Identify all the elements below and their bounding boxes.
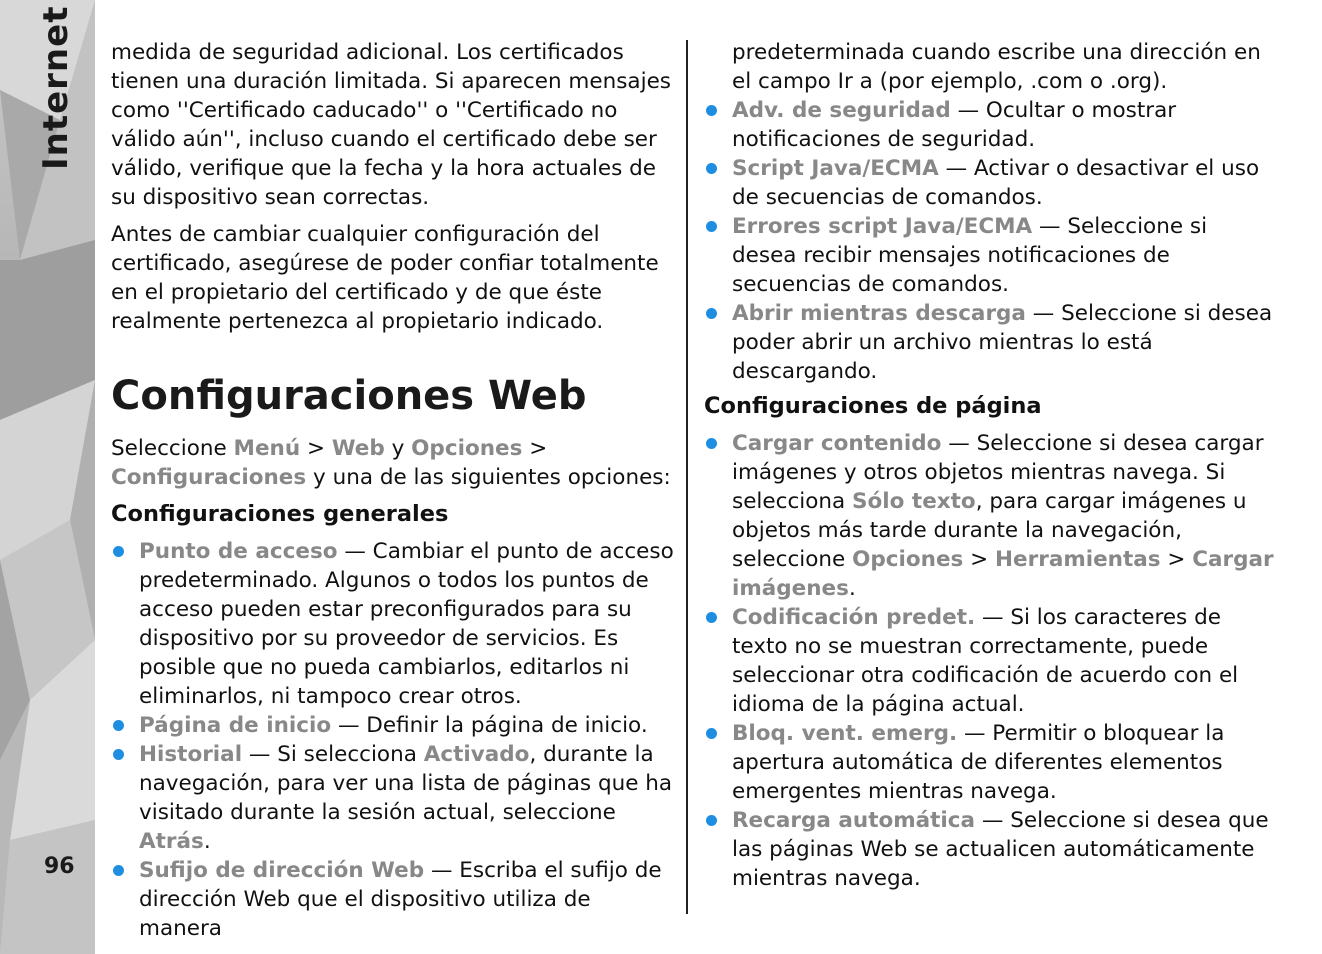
list-item-continued: predeterminada cuando escribe una dirección en el campo Ir a (por ejemplo, .com o .org).	[732, 40, 1261, 94]
list-item: Cargar contenido — Seleccione si desea cargar imágenes y otros objetos mientras navega. Si selecciona Sólo texto, para cargar imágenes u objetos más tarde durante la navegación, seleccione Opciones > Herramientas > Cargar imágenes.	[704, 429, 1274, 603]
menu-keyword: Configuraciones	[111, 465, 307, 490]
menu-keyword: Menú	[233, 436, 301, 461]
subheading: Configuraciones generales	[111, 501, 449, 527]
list-item: Historial — Si selecciona Activado, durante la navegación, para ver una lista de páginas que ha visitado durante la sesión actual, seleccione Atrás.	[111, 740, 677, 856]
option-list	[704, 429, 1274, 893]
list-item: Codificación predet. — Si los caracteres de texto no se muestran correctamente, puede seleccionar otra codificación de acuerdo con el idioma de la página actual.	[704, 603, 1274, 719]
bullet-icon	[113, 749, 124, 760]
option-list	[111, 537, 677, 943]
list-item: Errores script Java/ECMA — Seleccione si desea recibir mensajes notificaciones de secuencias de comandos.	[704, 212, 1274, 299]
menu-keyword: Web	[331, 436, 385, 461]
list-item: Adv. de seguridad — Ocultar o mostrar notificaciones de seguridad.	[704, 96, 1274, 154]
list-item: Página de inicio — Definir la página de inicio.	[111, 711, 677, 740]
bullet-icon	[113, 546, 124, 557]
bullet-icon	[706, 815, 717, 826]
option-list	[704, 38, 1274, 386]
paragraph: Antes de cambiar cualquier configuración del certificado, asegúrese de poder confiar totalmente en el propietario del certificado y de que éste realmente pertenezca al propietario indicado.	[111, 222, 659, 334]
column-divider	[686, 40, 688, 914]
bullet-icon	[706, 105, 717, 116]
paragraph: medida de seguridad adicional. Los certificados tienen una duración limitada. Si aparecen mensajes como ''Certificado caducado'' o ''Certificado no válido aún'', incluso cuando el certificado debe ser válido, verifique que la fecha y la hora actuales de su dispositivo sean correctas.	[111, 40, 671, 210]
menu-keyword: Opciones	[411, 436, 523, 461]
list-item: Punto de acceso — Cambiar el punto de acceso predeterminado. Algunos o todos los puntos de acceso pueden estar preconfigurados para su dispositivo por su proveedor de servicios. Es posible que no pueda cambiarlos, editarlos ni eliminarlos, ni tampoco crear otros.	[111, 537, 677, 711]
bullet-icon	[706, 308, 717, 319]
bullet-icon	[113, 720, 124, 731]
bullet-icon	[706, 728, 717, 739]
bullet-icon	[706, 438, 717, 449]
bullet-icon	[706, 612, 717, 623]
list-item: Sufijo de dirección Web — Escriba el sufijo de dirección Web que el dispositivo utiliza de manera	[111, 856, 677, 943]
page-number: 96	[44, 854, 75, 879]
page-heading: Configuraciones Web	[111, 373, 587, 419]
intro-paragraph: Seleccione Menú > Web y Opciones > Configuraciones y una de las siguientes opciones:	[111, 436, 671, 490]
bullet-icon	[706, 163, 717, 174]
bullet-icon	[113, 865, 124, 876]
right-column	[704, 38, 1274, 893]
list-item: Bloq. vent. emerg. — Permitir o bloquear la apertura automática de diferentes elementos emergentes mientras navega.	[704, 719, 1274, 806]
sidebar-decoration	[0, 0, 95, 954]
list-item: Abrir mientras descarga — Seleccione si desea poder abrir un archivo mientras lo está descargando.	[704, 299, 1274, 386]
bullet-icon	[706, 221, 717, 232]
list-item: Script Java/ECMA — Activar o desactivar el uso de secuencias de comandos.	[704, 154, 1274, 212]
subheading: Configuraciones de página	[704, 393, 1042, 419]
section-title: Internet	[36, 5, 76, 170]
left-column	[111, 38, 677, 943]
list-item: Recarga automática — Seleccione si desea que las páginas Web se actualicen automáticamente mientras navega.	[704, 806, 1274, 893]
